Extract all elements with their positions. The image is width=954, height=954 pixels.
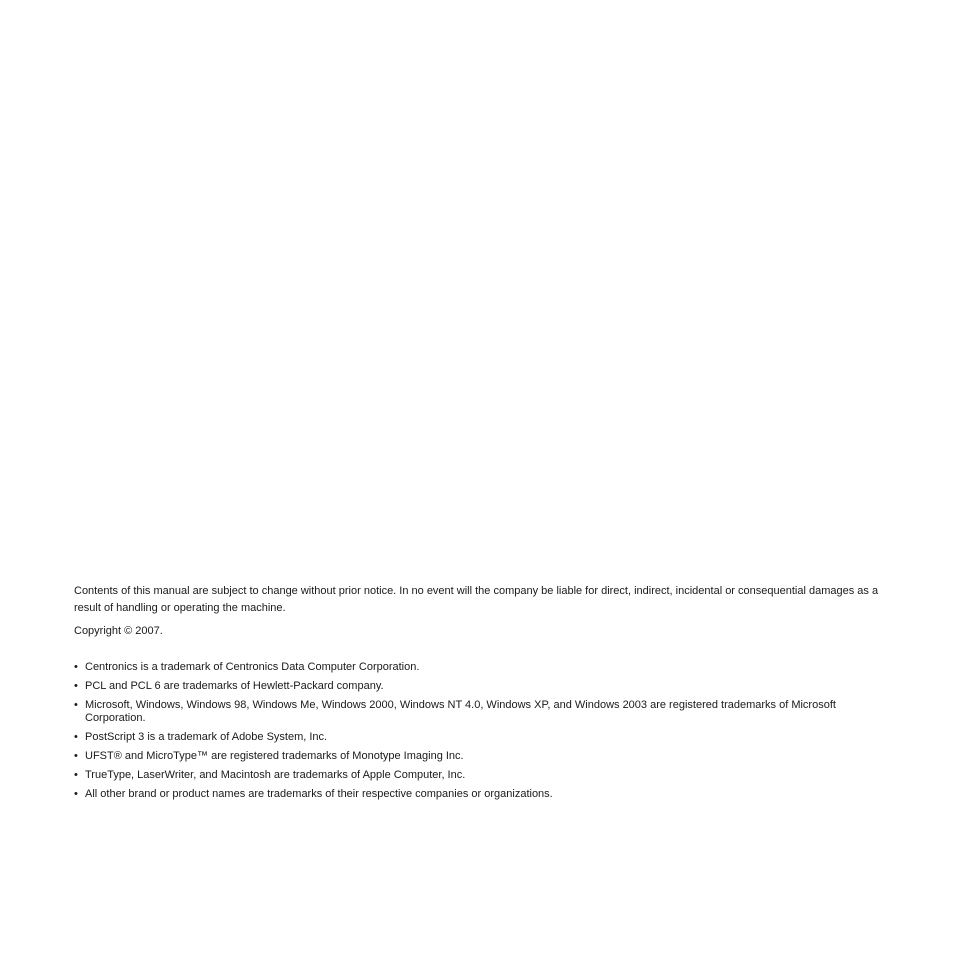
bullet-icon: • (74, 699, 78, 711)
bullet-icon: • (74, 731, 78, 743)
trademark-list (74, 661, 854, 801)
trademark-item (74, 750, 854, 763)
trademark-text: Centronics is a trademark of Centronics Data Computer Corporation. (85, 661, 420, 673)
bullet-icon: • (74, 788, 78, 800)
trademark-item (74, 731, 854, 744)
legal-notice-section (74, 583, 884, 807)
trademark-text: TrueType, LaserWriter, and Macintosh are trademarks of Apple Computer, Inc. (85, 769, 466, 781)
trademark-text: All other brand or product names are trademarks of their respective companies or organizations. (85, 788, 553, 800)
trademark-text: UFST® and MicroType™ are registered trademarks of Monotype Imaging Inc. (85, 750, 464, 762)
trademark-item (74, 788, 854, 801)
bullet-icon: • (74, 680, 78, 692)
bullet-icon: • (74, 750, 78, 762)
trademark-text: PostScript 3 is a trademark of Adobe System, Inc. (85, 731, 328, 743)
bullet-icon: • (74, 661, 78, 673)
trademark-item (74, 661, 854, 674)
bullet-icon: • (74, 769, 78, 781)
trademark-text: Microsoft, Windows, Windows 98, Windows Me, Windows 2000, Windows NT 4.0, Windows XP, and Windows 2003 are registered trademarks of Microsoft Corporation. (85, 699, 836, 724)
disclaimer-text: Contents of this manual are subject to change without prior notice. In no event will the company be liable for direct, indirect, incidental or consequential damages as a result of handling or operating the machine. (74, 585, 879, 614)
trademark-item (74, 680, 854, 693)
trademark-text: PCL and PCL 6 are trademarks of Hewlett-Packard company. (85, 680, 384, 692)
trademark-item (74, 769, 854, 782)
trademark-item (74, 699, 854, 725)
copyright-text: Copyright © 2007. (74, 625, 163, 637)
